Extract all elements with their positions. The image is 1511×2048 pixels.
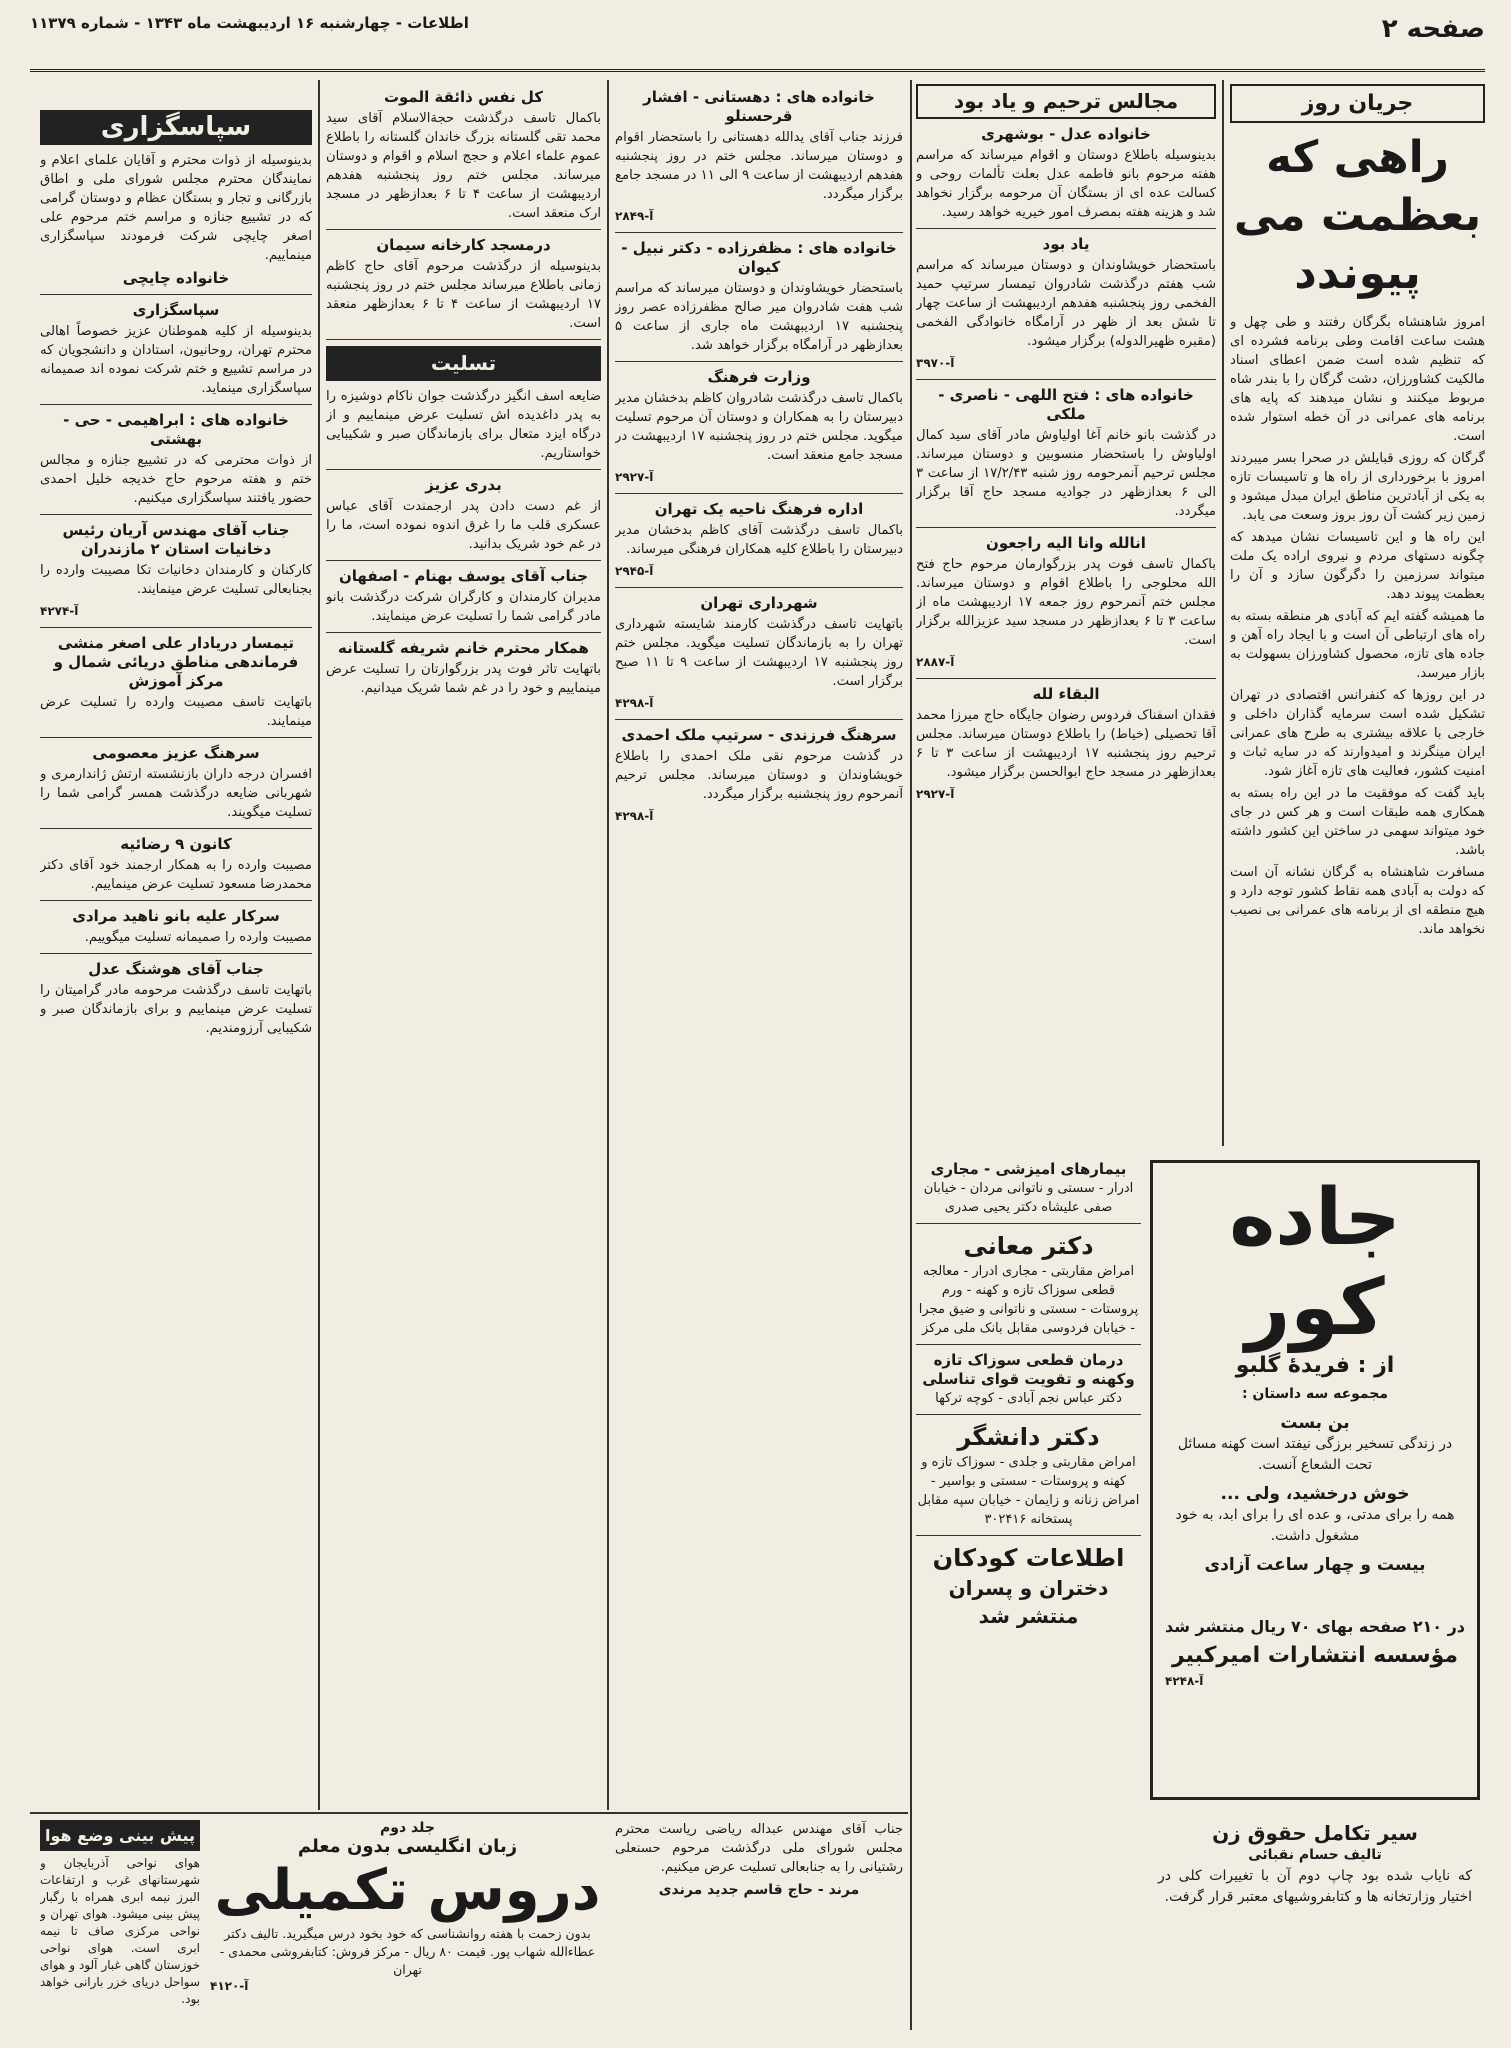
ad-volume: جلد دوم	[380, 1820, 435, 1836]
notice-text: فقدان اسفناک فردوس رضوان جایگاه حاج میرزا محمد آقا تحصیلی (خیاط) را باطلاع دوستان میرساند. مجلس ترحیم روز پنجشنبه ۱۷ اردیبهشت از ساعت ۳ تا ۶ بعدازظهر در مسجد حاج ابوالحسن برگزار میشود.	[916, 708, 1216, 780]
notice-divider	[40, 828, 312, 829]
notice-title: وزارت فرهنگ	[707, 368, 811, 386]
doctor-ad-text: دختران و پسران منتشر شد	[948, 1576, 1109, 1628]
notice-text: فرزند جناب آقای یدالله دهستانی را باستحضار اقوام و دوستان میرساند. مجلس ختم در روز پنجشنبه هفدهم اردیبهشت از ساعت ۹ الی ۱۱ در مسجد جامع برگزار میگردد.	[615, 130, 903, 202]
notice-title: سپاسگزاری	[132, 301, 220, 319]
issue-line: اطلاعات - چهارشنبه ۱۶ اردیبهشت ماه ۱۳۴۳ - شماره ۱۱۳۷۹	[30, 14, 469, 32]
ad-divider	[916, 1223, 1141, 1224]
notice-title: تیمسار دریادار علی اصغر منشی فرماندهی مناطق دریائی شمال و مرکز آموزش	[53, 634, 299, 690]
ad-subtitle: مجموعه سه داستان :	[1241, 1386, 1389, 1402]
notice-code: آ-۲۸۸۷	[916, 655, 955, 669]
notice-text: از غم دست دادن پدر ارجمندت آقای عباس عسکری قلب ما را غرق اندوه نموده است، ما را در غم خود شریک بدانید.	[326, 499, 601, 552]
notice-title: البقاء لله	[1032, 685, 1100, 703]
notice-code: آ-۲۸۴۹	[615, 209, 654, 223]
doctor-ad-title: دکتر دانشگر	[957, 1423, 1100, 1451]
memorial-notices-column-3	[326, 84, 601, 1804]
notice-title: شهرداری تهران	[700, 594, 818, 612]
notice-divider	[40, 514, 312, 515]
notice-text: افسران درجه داران بازنشسته ارتش ژاندارمری و شهربانی ضایعه درگذشت همسر گرامی شما را تسلیت میگویند.	[40, 767, 312, 820]
section-rule	[30, 1812, 908, 1814]
page-number: صفحه ۲	[1381, 14, 1485, 44]
ad-author: از : فریدهٔ گلبو	[1235, 1353, 1395, 1378]
notice-title: خانواده های : ابراهیمی - حی - بهشتی	[63, 411, 289, 448]
notice-divider	[916, 527, 1216, 528]
notice-text: بدینوسیله باطلاع دوستان و اقوام میرساند که مراسم هفته مرحوم بانو فاطمه عدل بعلت تألمات روحی و کسالت عده ای از بستگان آن مرحومه برگزار نخواهد شد و هزینه هفته بمصرف امور خیریه خواهد رسید.	[916, 148, 1216, 220]
editorial-paragraph: امروز شاهنشاه بگرگان رفتند و طی چهل و هشت ساعت اقامت وطی برنامه فشرده ای که تنظیم شده است ضمن اعطای اسناد مالکیت کشاورزان، دشت گرگان را با بندر شاه مربوط میکنند و نشان میدهند که پایه های برنامه های عمرانی در آن خطه استوار شده است.	[1230, 315, 1485, 444]
ad-price: در ۲۱۰ صفحه بهای ۷۰ ریال منتشر شد	[1165, 1617, 1465, 1636]
notice-divider	[615, 719, 903, 720]
notice-text: بدینوسیله از درگذشت مرحوم آقای حاج کاظم زمانی باطلاع میرساند مجلس ختم در روز پنجشنبه ۱۷ اردیبهشت از ساعت ۴ تا ۶ بعدازظهر منعقد است.	[326, 259, 601, 331]
notice-text: باستحضار خویشاوندان و دوستان میرساند که مراسم شب هفتم درگذشت شادروان تیمسار سرتیپ حمید الفخمی روز پنجشنبه هفدهم اردیبهشت از ساعت چهار تا شش بعد از ظهر در آرامگاه خانوادگی الفخمی (مقبره ظهیرالدوله) برگزار میشود.	[916, 258, 1216, 349]
editorial-paragraph: در این روزها که کنفرانس اقتصادی در تهران تشکیل شده است سرمایه گذاران داخلی و خارجی با علاقه بیشتری به طرح های عمرانی ایران مینگرند و امیدوارند که در سایه ثبات و امنیت کشور، فعالیت های تازه آغاز شود.	[1230, 688, 1485, 779]
weather-box	[40, 1820, 200, 2030]
ad-code: آ-۴۲۴۸	[1165, 1674, 1204, 1688]
ad-divider	[916, 1414, 1141, 1415]
notice-title: خانواده های : دهستانی - افشار قرحسنلو	[643, 88, 875, 125]
memorial-notices-column-2	[615, 84, 903, 1804]
notice-text: ضایعه اسف انگیز درگذشت جوان ناکام دوشیزه را به پدر داغدیده اش تسلیت عرض مینماییم و از درگاه ایزد متعال برای بازماندگان صبر و شکیبایی خواستاریم.	[326, 389, 601, 461]
editorial-paragraph: باید گفت که موفقیت ما در این راه بسته به همکاری همه طبقات است و هر کس در جای خود میتواند سهمی در ساختن این کشور داشته باشد.	[1230, 786, 1485, 858]
doctor-ad-text: امراض مقاربتی - مجاری ادرار - معالجه قطعی سوزاک تازه و کهنه - ورم پروستات - سستی و ناتوانی و ضیق مجرا - خیابان فردوسی مقابل بانک ملی مرکز	[918, 1264, 1139, 1336]
notice-divider	[615, 361, 903, 362]
ad-title: دروس تکمیلی	[214, 1858, 601, 1923]
ad-story-title: بن بست	[1280, 1413, 1350, 1433]
notice-title: خانواده چایچی	[122, 269, 230, 287]
notice-title: یاد بود	[1042, 235, 1090, 253]
section-banner: سپاسگزاری	[40, 110, 312, 145]
notice-text: باکمال تاسف فوت پدر بزرگوارمان مرحوم حاج فتح الله محلوجی را باطلاع اقوام و دوستان میرساند. مجلس ختم آنمرحوم روز جمعه ۱۷ اردیبهشت ماه از ساعت ۳ تا ۶ بعدازظهر در مسجد سید عزیزالله برگزار است.	[916, 557, 1216, 648]
notice-divider	[326, 469, 601, 470]
column-rule	[318, 80, 320, 1810]
notice-title: کانون ۹ رضائیه	[120, 835, 232, 853]
notice-divider	[326, 560, 601, 561]
notice-signature: مرند - حاج قاسم جدید مرندی	[658, 1882, 860, 1898]
bottom-notice	[615, 1820, 903, 2030]
ad-line: در زندگی تسخیر برزگی نیفتد است کهنه مسائل تحت الشعاع آنست.	[1177, 1436, 1453, 1473]
notice-text: باکمال تاسف درگذشت شادروان کاظم بدخشان مدیر دبیرستان را به همکاران و دوستان آن مرحوم تسلیت میگوید. مجلس ختم در روز پنجشنبه ۱۷ اردیبهشت در مسجد جامع منعقد است.	[615, 391, 903, 463]
ad-divider	[916, 1344, 1141, 1345]
notice-title: همکار محترم خانم شریفه گلستانه	[338, 639, 589, 657]
notice-divider	[326, 229, 601, 230]
memorial-notices-column	[916, 84, 1216, 1144]
notice-divider	[40, 900, 312, 901]
notice-text: باتهایت تاسف درگذشت کارمند شایسته شهرداری تهران را به بازماندگان تسلیت میگوید. مجلس ختم روز پنجشنبه ۱۷ اردیبهشت از ساعت ۹ تا ۱۱ صبح برگزار است.	[615, 617, 903, 689]
notice-title: اداره فرهنگ ناحیه یک تهران	[654, 500, 864, 518]
thanks-column	[40, 110, 312, 1800]
english-lessons-ad	[210, 1820, 605, 2030]
ad-text: بدون زحمت با هفته روانشناسی که خود بخود درس میگیرید. تالیف دکتر عطاءالله شهاب پور. قیمت ۸۰ ریال - مرکز فروش: کتابفروشی محمدی - تهران	[219, 1926, 596, 1977]
notice-title: سرهنگ عزیز معصومی	[92, 744, 260, 762]
notice-title: جناب آقای یوسف بهنام - اصفهان	[338, 567, 589, 585]
notice-code: آ-۲۹۴۵	[615, 564, 654, 578]
ad-story-title: خوش درخشید، ولی ...	[1220, 1484, 1410, 1504]
notice-divider	[40, 627, 312, 628]
notice-title: سرهنگ فرزندی - سرتیپ ملک احمدی	[621, 726, 897, 744]
notice-divider	[615, 587, 903, 588]
notice-divider	[916, 678, 1216, 679]
doctor-ad-title: اطلاعات کودکان	[932, 1544, 1125, 1572]
editorial-headline: راهی که بعظمت می پیوندد	[1233, 132, 1482, 299]
notice-text: کارکنان و کارمندان دخانیات تکا مصیبت وارده را بجنابعالی تسلیت عرض مینمایند.	[40, 563, 312, 597]
notice-divider	[615, 493, 903, 494]
notice-text: باتهایت تاسف مصیبت وارده را تسلیت عرض مینمایند.	[40, 695, 312, 729]
notice-text: جناب آقای مهندس عبداله ریاضی ریاست محترم مجلس شورای ملی درگذشت مرحوم حسنعلی رشتیانی را به جنابعالی تسلیت عرض میکنیم.	[615, 1822, 903, 1875]
editorial-paragraph: ما همیشه گفته ایم که آبادی هر منطقه بسته به راه های ارتباطی آن است و با ایجاد راه آهن و جاده های تازه، محصول کشاورزان بسهولت به بازار میرسد.	[1230, 609, 1485, 681]
notice-text: مصیبت وارده را صمیمانه تسلیت میگوییم.	[84, 930, 312, 945]
weather-text: هوای نواحی آذربایجان و شهرستانهای غرب و ارتفاعات البرز نیمه ابری همراه با رگبار پیش بینی میشود. هوای تهران و نواحی مرکزی صاف تا نیمه ابری است. هوای نواحی خوزستان گاهی غبار آلود و هوای سواحل دریای خزر بارانی خواهد بود.	[40, 1856, 200, 2006]
notice-text: باکمال تاسف درگذشت حجةالاسلام آقای سید محمد تقی گلستانه بزرگ خاندان گلستانه را باطلاع عموم علماء اعلام و حجج اسلام و اقوام و دوستان میرساند. مجلس ختم روز پنجشنبه هفدهم اردیبهشت از ساعت ۴ تا ۶ بعدازظهر در مسجد ارک منعقد است.	[326, 111, 601, 221]
notice-text: در گذشت بانو خانم آغا اولیاوش مادر آقای سید کمال اولیاوش را باستحضار منسوبین و دوستان میرساند. مجلس ترحیم آنمرحومه روز شنبه ۱۷/۲/۴۳ از ساعت ۳ الی ۶ بعدازظهر در جوادیه مسجد حاج آقا برگزار میگردد.	[916, 428, 1216, 519]
notice-text: بدینوسیله از کلیه هموطنان عزیز خصوصاً اهالی محترم تهران، روحانیون، استادان و دانشجویان که در مراسم تشییع و ختم شرکت نموده اند صمیمانه سپاسگزاری مینماید.	[40, 324, 312, 396]
ad-text: که نایاب شده بود چاپ دوم آن با تغییرات کلی در اختیار وزارتخانه ها و کتابفروشیهای معتبر قرار گرفت.	[1158, 1868, 1472, 1905]
notice-title: درمسجد کارخانه سیمان	[376, 236, 551, 254]
doctor-ad-text: امراض مقاربتی و جلدی - سوزاک تازه و کهنه و پروستات - سستی و بواسیر - امراض زنانه و زایمان - خیابان سپه مقابل پستخانه ۳۰۲۴۱۶	[917, 1455, 1140, 1527]
section-title: جریان روز	[1230, 84, 1485, 123]
notice-divider	[916, 379, 1216, 380]
editorial-paragraph: مسافرت شاهنشاه به گرگان نشانه آن است که دولت به آبادی همه نقاط کشور توجه دارد و هیچ منطقه ای از برنامه های عمرانی بی نصیب نخواهد ماند.	[1230, 865, 1485, 937]
notice-title: سرکار علیه بانو ناهید مرادی	[72, 907, 280, 925]
book-ad-hoquq-zan	[1150, 1815, 1480, 2025]
doctor-ads	[916, 1160, 1141, 2030]
doctor-ad-title: درمان قطعی سوزاک تازه وکهنه و تقویت قوای تناسلی	[922, 1351, 1135, 1388]
weather-title: پیش بینی وضع هوا	[40, 1820, 200, 1851]
book-ad-jadeh-kur	[1150, 1160, 1480, 1800]
notice-code: آ-۴۲۹۸	[615, 809, 654, 823]
column-rule	[910, 80, 912, 2030]
notice-text: بدینوسیله از ذوات محترم و آقایان علمای اعلام و نمایندگان محترم مجلس شورای ملی و اطاق بازرگانی و تجار و بستگان عظام و دوستان گرامی که در تشییع جنازه و مراسم ختم مرحوم علی اصغر چایچی شرکت فرمودند سپاسگزاری مینماییم.	[40, 153, 312, 263]
editorial-column	[1230, 84, 1485, 1144]
notice-title: جناب آقای مهندس آریان رئیس دخانیات استان ۲ مازندران	[62, 521, 290, 558]
notice-text: باستحضار خویشاوندان و دوستان میرساند که مراسم شب هفت شادروان میر صالح مظفرزاده عصر روز پنجشنبه ۱۷ اردیبهشت ماه جاری از ساعت ۵ بعدازظهر در آرامگاه برگزار خواهد شد.	[615, 281, 903, 353]
notice-text: در گذشت مرحوم نقی ملک احمدی را باطلاع خویشاوندان و دوستان میرساند. مجلس ترحیم آنمرحوم روز پنجشنبه برگزار میگردد.	[615, 749, 903, 802]
notice-divider	[326, 632, 601, 633]
notice-divider	[326, 339, 601, 340]
notice-code: آ-۴۲۹۸	[615, 696, 654, 710]
ad-divider	[916, 1535, 1141, 1536]
notice-title: خانواده های : فتح اللهی - ناصری - ملکی	[938, 386, 1194, 423]
notice-code: آ-۲۹۲۷	[916, 787, 955, 801]
ad-line: همه را برای مدتی، و عده ای را برای ابد، به خود مشغول داشت.	[1175, 1507, 1455, 1544]
doctor-ad-text: ادرار - سستی و ناتوانی مردان - خیابان صفی علیشاه دکتر یحیی صدری	[923, 1181, 1134, 1215]
notice-text: مدیران کارمندان و کارگران شرکت درگذشت بانو مادر گرامی شما را تسلیت عرض مینمایند.	[326, 590, 601, 624]
ad-title: سیر تکامل حقوق زن	[1212, 1821, 1418, 1845]
notice-divider	[615, 232, 903, 233]
ad-story-title: بیست و چهار ساعت آزادی	[1204, 1555, 1426, 1575]
notice-text: باتهایت تاسف درگذشت مرحومه مادر گرامیتان را تسلیت عرض مینماییم و برای بازماندگان صبر و شکیبایی آرزومندیم.	[40, 983, 312, 1036]
ad-subtitle: زبان انگلیسی بدون معلم	[297, 1836, 518, 1857]
ad-author: تالیف حسام نقبائی	[1248, 1847, 1382, 1863]
doctor-ad-title: بیمارهای امیزشی - مجاری	[930, 1160, 1127, 1178]
section-banner: مجالس ترحیم و یاد بود	[916, 84, 1216, 119]
notice-title: خانواده عدل - بوشهری	[981, 125, 1151, 143]
notice-title: بدری عزیز	[425, 476, 502, 494]
notice-text: باکمال تاسف درگذشت آقای کاظم بدخشان مدیر دبیرستان را باطلاع کلیه همکاران فرهنگی میرساند.	[615, 523, 903, 557]
column-rule	[607, 80, 609, 1810]
notice-title: انالله وانا الیه راجعون	[986, 534, 1146, 552]
notice-title: کل نفس ذائقة الموت	[383, 88, 544, 106]
ad-title: جاده کور	[1229, 1173, 1401, 1353]
notice-text: باتهایت تاثر فوت پدر بزرگوارتان را تسلیت عرض مینماییم و خود را در غم شما شریک میدانیم.	[326, 662, 601, 696]
condolence-banner: تسلیت	[326, 346, 601, 381]
masthead	[30, 14, 1485, 72]
notice-text: مصیبت وارده را به همکار ارجمند خود آقای دکتر محمدرضا مسعود تسلیت عرض مینماییم.	[40, 858, 312, 892]
notice-divider	[40, 404, 312, 405]
doctor-ad-title: دکتر معانی	[963, 1232, 1094, 1260]
notice-divider	[40, 737, 312, 738]
notice-text: از ذوات محترمی که در تشییع جنازه و مجالس ختم و هفته مرحوم حاج خدیجه خلیل احمدی حضور یافتند سپاسگزاری میکنیم.	[40, 453, 312, 506]
notice-code: آ-۴۲۷۴	[40, 604, 79, 618]
editorial-paragraph: گرگان که روزی قبایلش در صحرا بسر میبردند امروز با برخورداری از راه ها و تاسیسات تازه به یکی از آبادترین مناطق ایران مبدل میشود و زمین زیر کشت آن روز بروز وسعت می یابد.	[1230, 451, 1485, 523]
column-rule	[1222, 80, 1224, 1146]
doctor-ad-text: دکتر عباس نجم آبادی - کوچه ترکها	[935, 1391, 1122, 1406]
editorial-paragraph: این راه ها و این تاسیسات نشان میدهد که چگونه دستهای مردم و نیروی اراده یک ملت میتواند سرزمین را دگرگون سازد و آن را بعظمت پیوند دهد.	[1230, 530, 1485, 602]
notice-divider	[40, 953, 312, 954]
notice-title: جناب آقای هوشنگ عدل	[88, 960, 264, 978]
ad-publisher: مؤسسه انتشارات امیرکبیر	[1171, 1643, 1459, 1668]
notice-divider	[40, 294, 312, 295]
notice-code: آ-۲۹۲۷	[615, 470, 654, 484]
ad-code: آ-۴۱۲۰	[210, 1979, 249, 1993]
notice-title: خانواده های : مظفرزاده - دکتر نبیل - کیوان	[621, 239, 897, 276]
notice-divider	[916, 228, 1216, 229]
notice-code: آ-۳۹۷۰	[916, 356, 955, 370]
